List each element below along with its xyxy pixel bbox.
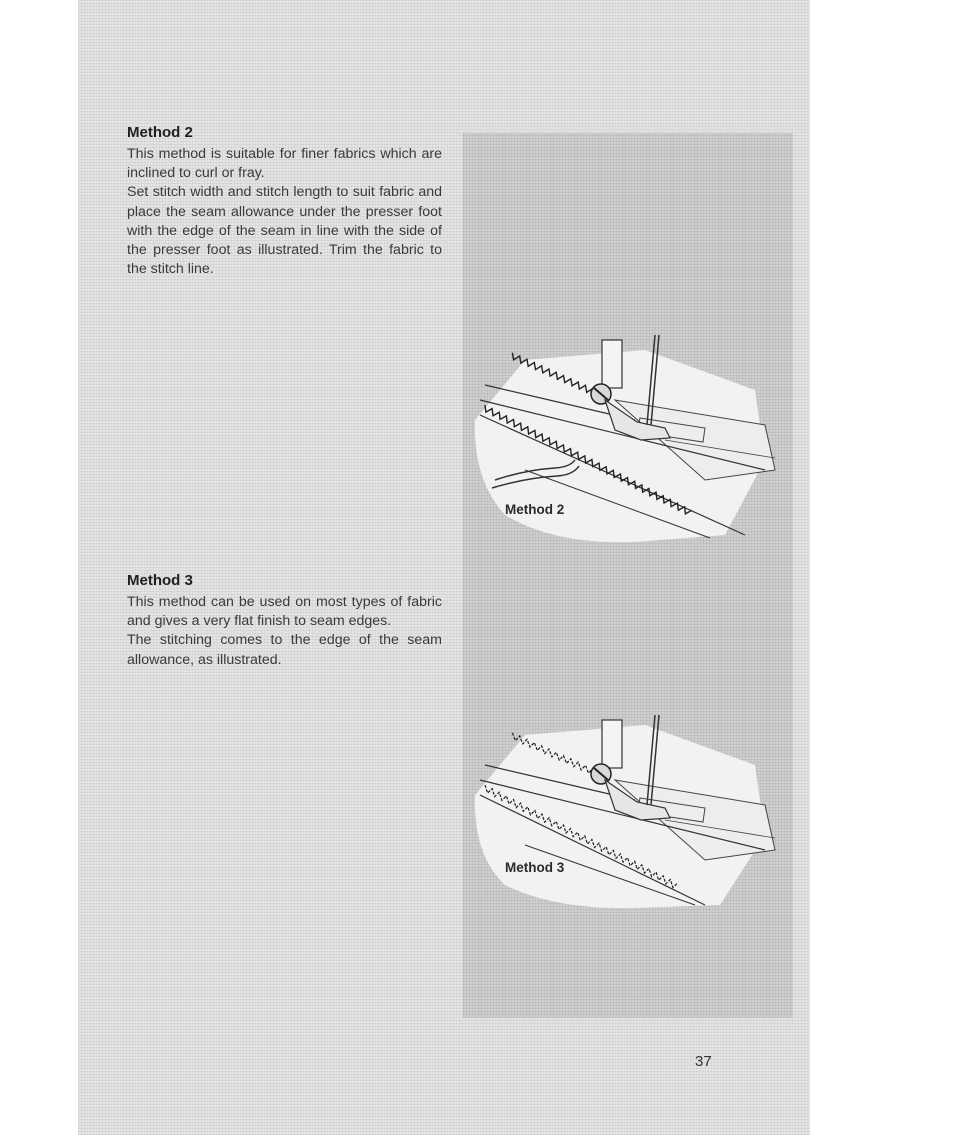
method-2-section [127,124,442,279]
method-3-illustration [465,710,785,920]
method-2-paragraph-1: This method is suitable for finer fabrics which are inclined to curl or fray. [127,146,442,182]
method-3-paragraph-1: This method can be used on most types of fabric and gives a very flat finish to seam edges. [127,594,442,630]
method-3-illustration-label: Method 3 [505,860,565,875]
presser-foot-blind-stitch-drawing [465,710,785,920]
method-3-heading: Method 3 [127,572,193,589]
method-2-heading: Method 2 [127,124,193,141]
page-number: 37 [695,1053,712,1070]
method-3-section [127,572,442,670]
method-2-paragraph-2: Set stitch width and stitch length to suit fabric and place the seam allowance under the presser foot with the edge of the seam in line with the side of the presser foot as illustrated. Trim the fabric to the stitch line. [127,184,442,278]
method-3-paragraph-2: The stitching comes to the edge of the seam allowance, as illustrated. [127,632,442,668]
method-2-illustration [465,330,785,555]
presser-foot-zigzag-drawing [465,330,785,555]
method-2-illustration-label: Method 2 [505,502,565,517]
